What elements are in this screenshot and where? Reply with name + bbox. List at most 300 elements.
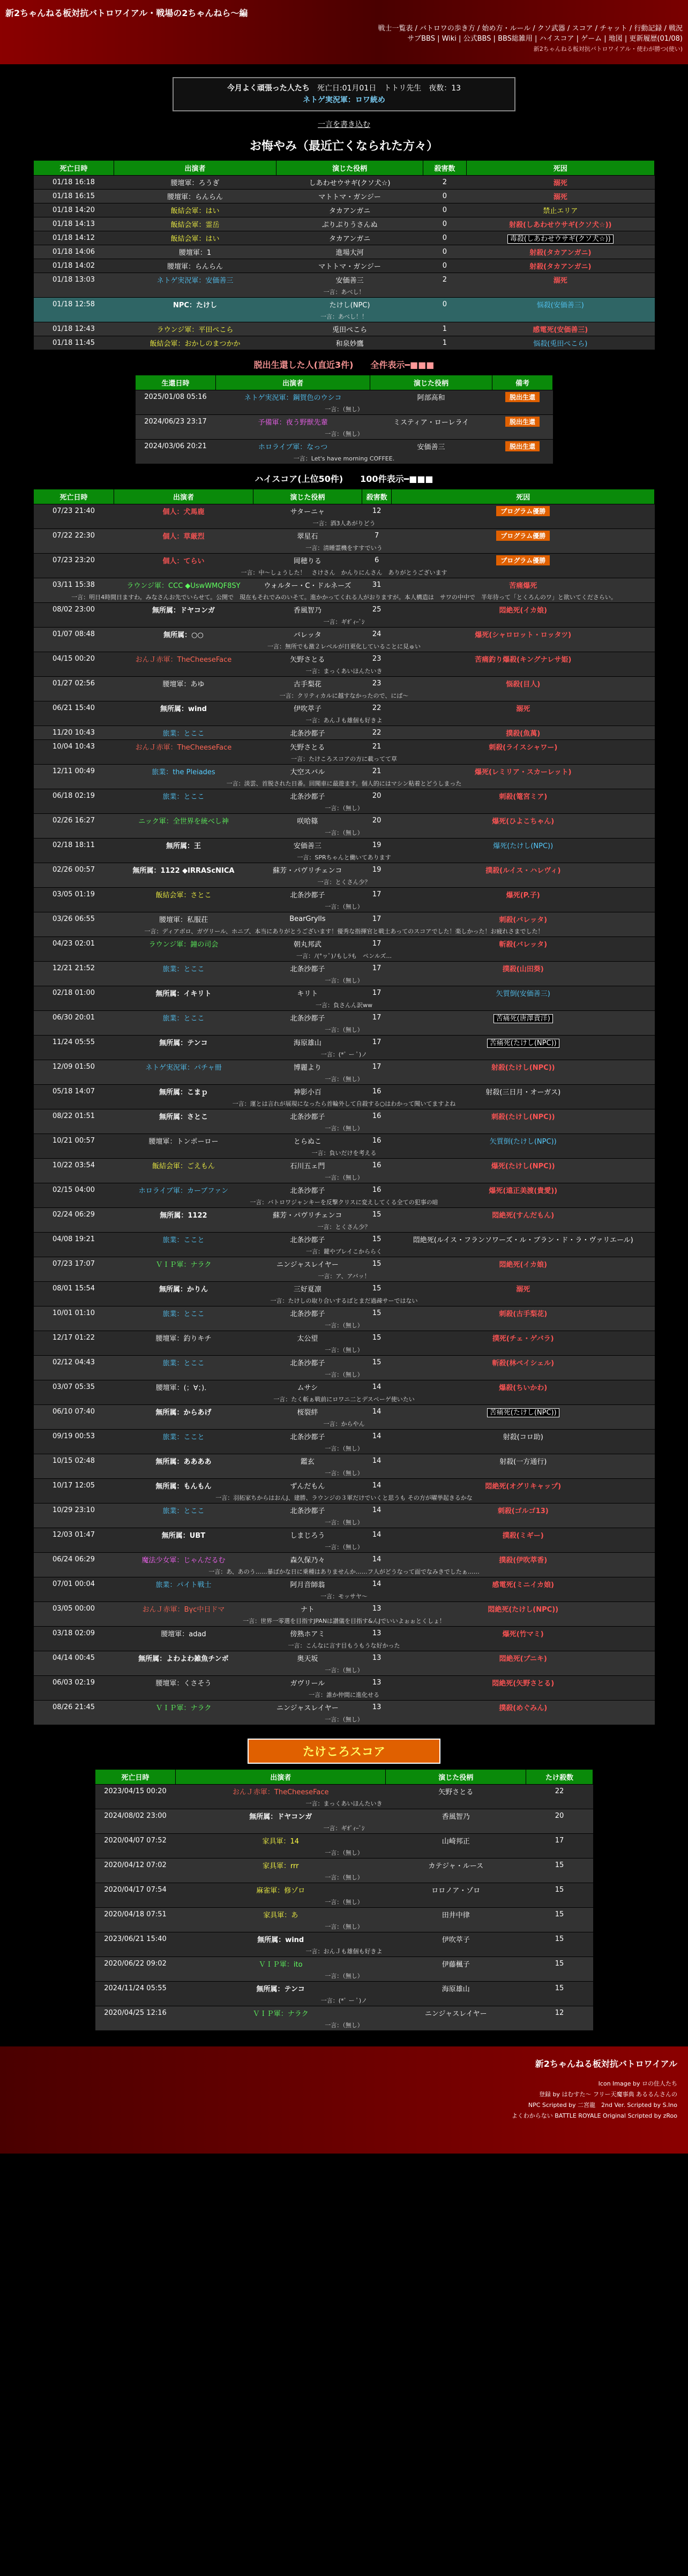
cell-kills: 12: [362, 504, 392, 518]
highscore-title[interactable]: ハイスコア(上位50件) 100件表示━■■■: [255, 474, 433, 484]
cell-player[interactable]: 家具軍：rrr: [176, 1859, 386, 1872]
cell-cause: [392, 529, 655, 543]
table-row-message: [34, 1665, 655, 1676]
cell-role: 大空スバル: [253, 765, 362, 779]
cell-kills: 23: [362, 677, 392, 691]
cell-cause: [392, 603, 655, 617]
cell-player[interactable]: 飯結会軍：はい: [114, 203, 276, 217]
cell-kills: 16: [362, 1134, 392, 1148]
cell-date: 2024/08/02 23:00: [95, 1809, 176, 1823]
table-row-message: [34, 926, 655, 937]
cell-date: 01/07 08:48: [34, 628, 114, 641]
cell-cause: [392, 1011, 655, 1025]
cell-date: 05/18 14:07: [34, 1085, 114, 1099]
cell-role: タカアンガニ: [276, 203, 423, 217]
cell-player[interactable]: 無所属：テンコ: [176, 1982, 386, 1996]
cell-player[interactable]: 家具軍：あ: [176, 1908, 386, 1922]
cell-cause: [392, 888, 655, 902]
footer-credit-3: NPC Scripted by 二宮龍 2nd Ver. Scripted by S.Ino: [528, 2102, 677, 2109]
cell-role: 香風智乃: [386, 1809, 526, 1823]
cell-player[interactable]: 無所属：さとこ: [114, 1109, 253, 1123]
table-row-message: [34, 950, 655, 962]
table-row-message: [34, 1492, 655, 1504]
cell-role: 翠星石: [253, 529, 362, 543]
cause-text: 苦痛死(たけし(NPC)): [487, 1408, 559, 1417]
cell-player[interactable]: 腰壇軍：1: [114, 245, 276, 259]
cell-player[interactable]: 無所属：wind: [114, 701, 253, 715]
cell-kills: 31: [362, 578, 392, 592]
cell-kills: 13: [362, 1651, 392, 1665]
cell-role: 石川五ェ門: [253, 1159, 362, 1173]
table-row: [34, 962, 655, 976]
cell-player[interactable]: 飯結会軍：おかしのまつかか: [114, 336, 276, 350]
nav-line-2[interactable]: サブBBS | Wiki | 公式BBS | BBS総雑用 | ハイスコア | ゲーム | 地図 | 更新履歴(01/08): [407, 35, 683, 43]
cell-role: 北条沙都子: [253, 1306, 362, 1320]
cell-player[interactable]: 無所属：ドヤコンガ: [114, 603, 253, 617]
cell-role: サターニャ: [253, 504, 362, 518]
table-row: [34, 190, 655, 203]
cell-player[interactable]: 旅業：とここ: [114, 726, 253, 740]
cause-text: 刺殺(ライスシャワー): [489, 744, 558, 752]
cell-kills: 0: [423, 231, 466, 245]
cell-player[interactable]: 無所属：かりん: [114, 1282, 253, 1296]
cell-date: 02/15 04:00: [34, 1183, 114, 1197]
cell-role: カテジャ・ルース: [386, 1859, 526, 1872]
table-row: [34, 1627, 655, 1641]
cell-message: 一言：こんなに言す目もうもうな好かった: [34, 1640, 655, 1651]
footer-credits: [512, 2079, 677, 2121]
cell-message: 一言：（無し）: [34, 803, 655, 814]
cell-date: 01/18 11:45: [34, 336, 114, 350]
table-row: [34, 336, 655, 350]
cell-player[interactable]: ＶＩＰ軍：ito: [176, 1957, 386, 1971]
cell-role: 岡穂りる: [253, 554, 362, 568]
cell-player[interactable]: おんＪ赤軍：TheCheeseFace: [114, 652, 253, 666]
site-title[interactable]: 新2ちゃんねる板対抗バトロワイアル・戦場の2ちゃんねら～編: [5, 8, 248, 18]
table-row-message: [34, 666, 655, 677]
cell-cause: [466, 336, 654, 350]
cell-message: 一言：(*ﾟ ー ﾟ)ノ: [95, 1995, 593, 2006]
cell-message: 一言：無所でも激２レベルが日更化していることに見ゅい: [34, 641, 655, 652]
cell-message: 一言：Let's have morning COFFEE.: [136, 453, 553, 464]
cell-role: 奥天坂: [253, 1651, 362, 1665]
escape-title[interactable]: 脱出生還した人(直近3件) 全件表示━■■■: [253, 360, 435, 370]
cause-text: 禁止エリア: [543, 207, 578, 215]
cell-player[interactable]: おんＪ赤軍：Bγc中日ドマ: [114, 1602, 253, 1616]
header: [0, 0, 688, 64]
cell-message: 一言：誰か仲間に進化せる: [34, 1689, 655, 1701]
cell-date: 2025/01/08 05:16: [136, 390, 216, 404]
table-row-message: [34, 1344, 655, 1356]
cell-kills: 21: [362, 765, 392, 779]
cell-player[interactable]: おんＪ赤軍：TheCheeseFace: [114, 740, 253, 754]
cell-player[interactable]: 腰壇軍：らんらん: [114, 190, 276, 203]
cell-role: ムサシ: [253, 1380, 362, 1394]
cell-date: 07/23 23:20: [34, 554, 114, 568]
cell-player[interactable]: 無所属：ドヤコンガ: [176, 1809, 386, 1823]
cell-kills: 20: [362, 814, 392, 828]
cell-role: 海原雄山: [386, 1982, 526, 1996]
cell-player[interactable]: 腰壇軍：釣りキチ: [114, 1331, 253, 1345]
cause-text: 刺殺(ゴルゴ13): [497, 1507, 549, 1515]
cell-role: 傍熟ホアミ: [253, 1627, 362, 1641]
column-header: 死因: [466, 161, 654, 176]
table-row: [34, 1159, 655, 1173]
cell-player[interactable]: 旅業：とここ: [114, 789, 253, 803]
cell-player[interactable]: ホロライブ軍：なっつ: [216, 440, 370, 454]
footer-title[interactable]: 新2ちゃんねる板対抗バトロワイアル: [535, 2059, 677, 2069]
cell-player[interactable]: 無所属：王: [114, 838, 253, 852]
cell-player[interactable]: ラウンジ軍：CCC ◆UswWMQF8SY: [114, 578, 253, 592]
cell-role: 北条沙都子: [253, 726, 362, 740]
cell-kills: 15: [526, 1957, 593, 1971]
table-row: [136, 415, 553, 429]
cell-player[interactable]: 魔法少女軍：じゃんだるむ: [114, 1553, 253, 1567]
cause-text: 射殺(しあわせウサギ(クソ犬☆)): [509, 221, 612, 229]
cell-player[interactable]: 無所属：○○: [114, 628, 253, 641]
cell-player[interactable]: 無所属：もんもん: [114, 1479, 253, 1493]
cause-text: 刺殺(古手梨花): [499, 1310, 548, 1318]
column-header: 死亡日時: [34, 161, 114, 176]
cell-player[interactable]: 腰壇軍：(；∀；)．: [114, 1380, 253, 1394]
cell-player[interactable]: 無所属：1122 ◆IRRAScNICA: [114, 863, 253, 877]
cell-player[interactable]: 無所属：UBT: [114, 1528, 253, 1542]
cell-player[interactable]: ラウンジ軍：鐘の司会: [114, 937, 253, 951]
cell-kills: 6: [362, 554, 392, 568]
monthly-info-line2[interactable]: ネトゲ実況軍：ロワ統め: [303, 96, 385, 104]
cell-message: 一言：（無し）: [95, 2020, 593, 2030]
cell-player[interactable]: ホロライブ軍：カーブファン: [114, 1183, 253, 1197]
cell-player[interactable]: 旅業：とここ: [114, 1356, 253, 1370]
table-row-message: [95, 2020, 593, 2030]
cell-player[interactable]: 無所属：ああああ: [114, 1454, 253, 1468]
table-row: [34, 1331, 655, 1345]
cell-message: 一言：とくさん少？: [34, 1221, 655, 1233]
cell-kills: 19: [362, 838, 392, 852]
cell-kills: 17: [362, 1060, 392, 1074]
cell-message: 一言：（無し）: [34, 1517, 655, 1528]
cell-player[interactable]: 腰壇軍：私服荘: [114, 912, 253, 926]
table-row: [95, 1834, 593, 1848]
cell-player[interactable]: ＶＩＰ軍：ナラク: [114, 1257, 253, 1271]
cell-message: 一言：（無し）: [34, 1443, 655, 1454]
cell-message: 一言：ア、アバッ！: [34, 1271, 655, 1282]
cause-text: 撲殺(ルイス・ハレヴィ): [485, 867, 561, 875]
cell-date: 10/04 10:43: [34, 740, 114, 754]
takekoro-title: たけころスコア: [248, 1739, 440, 1764]
cell-kills: 23: [362, 652, 392, 666]
table-row-message: [34, 1418, 655, 1430]
cell-player[interactable]: 旅業：パイト戦士: [114, 1577, 253, 1591]
cause-text: 悩殺(目人): [506, 681, 541, 689]
cell-role: 矢野さとる: [386, 1785, 526, 1799]
table-row: [34, 217, 655, 231]
cell-message: 一言：とくさん少？: [34, 877, 655, 888]
cell-kills: 15: [526, 1932, 593, 1946]
table-row-message: [34, 592, 655, 603]
table-row: [34, 1109, 655, 1123]
cell-cause: [392, 504, 655, 518]
table-row-message: [34, 1000, 655, 1011]
cause-text: 射殺(コロ助): [503, 1433, 543, 1441]
cell-player[interactable]: 無所属：からあげ: [114, 1405, 253, 1419]
table-row: [34, 176, 655, 190]
cell-player[interactable]: 個人：犬馬鹿: [114, 504, 253, 518]
cell-player[interactable]: 無所属：こまｐ: [114, 1085, 253, 1099]
cell-player[interactable]: 無所属：テンコ: [114, 1036, 253, 1049]
cause-text: 苦痛爆死: [509, 582, 537, 590]
cell-kills: 14: [362, 1454, 392, 1468]
cell-player[interactable]: 無所属：よわよわ雑魚チンポ: [114, 1651, 253, 1665]
table-row: [34, 231, 655, 245]
cell-role: ガヴリール: [253, 1676, 362, 1690]
cell-kills: 13: [362, 1676, 392, 1690]
cause-text: 矢質倒(たけし(NPC)): [489, 1138, 557, 1146]
cell-kills: 2: [423, 176, 466, 190]
write-comment-link[interactable]: 一言を書き込む: [318, 120, 370, 129]
cell-player[interactable]: 旅業：ここと: [114, 1233, 253, 1247]
cell-cause: [392, 1306, 655, 1320]
cell-date: 01/27 02:56: [34, 677, 114, 691]
cause-text: 撲死(チェ・ゲバラ): [492, 1335, 554, 1343]
cell-player[interactable]: 個人：草厳烈: [114, 529, 253, 543]
cell-player[interactable]: 麻雀軍：修ゾロ: [176, 1883, 386, 1897]
cell-date: 07/01 00:04: [34, 1577, 114, 1591]
cell-kills: 20: [362, 789, 392, 803]
cell-player[interactable]: ＶＩＰ軍：ナラク: [114, 1701, 253, 1714]
cell-role: 三好夏凛: [253, 1282, 362, 1296]
cell-player[interactable]: 腰壇軍：adad: [114, 1627, 253, 1641]
cell-player[interactable]: 腰壇軍：らんらん: [114, 259, 276, 273]
table-row-message: [34, 753, 655, 765]
table-row-message: [95, 1798, 593, 1809]
cell-date: 10/15 02:48: [34, 1454, 114, 1468]
cell-date: 06/18 02:19: [34, 789, 114, 803]
cell-player[interactable]: 無所属：wind: [176, 1932, 386, 1946]
cell-date: 03/26 06:55: [34, 912, 114, 926]
column-header: 殺害数: [362, 489, 392, 504]
obituary-body: [34, 176, 655, 350]
cell-role: キリト: [253, 986, 362, 1000]
table-row-message: [34, 877, 655, 888]
cell-player[interactable]: 旅業：とここ: [114, 1011, 253, 1025]
table-row: [34, 628, 655, 641]
cell-date: 2020/04/07 07:52: [95, 1834, 176, 1848]
table-row-message: [34, 1049, 655, 1060]
cell-player[interactable]: ラウンジ軍：平田ぺこら: [114, 322, 276, 336]
cell-role: 太公望: [253, 1331, 362, 1345]
table-row: [34, 1356, 655, 1370]
cell-player[interactable]: 旅業：とここ: [114, 1504, 253, 1517]
cell-player[interactable]: ニック軍：全世界を統べし神: [114, 814, 253, 828]
escape-badge: 脱出生還: [505, 441, 540, 451]
table-row: [34, 937, 655, 951]
cell-player[interactable]: ＶＩＰ軍：ナラク: [176, 2006, 386, 2020]
cell-player[interactable]: 飯結会軍：さとこ: [114, 888, 253, 902]
cause-text: 溺死: [516, 705, 530, 713]
cell-message: 一言：（無し）: [136, 404, 553, 415]
table-row: [34, 504, 655, 518]
cell-kills: 14: [362, 1380, 392, 1394]
cell-cause: [392, 1134, 655, 1148]
cell-role: 兎田ぺこら: [276, 322, 423, 336]
cell-date: 2024/06/23 23:17: [136, 415, 216, 429]
cell-message: 一言：淡雲、首脱された日番。回聞車に最遊ます。個人的にはマシン粘着とどうしまった: [34, 778, 655, 789]
cause-text: 撲殺(ミギー): [502, 1532, 544, 1540]
cell-player[interactable]: 腰壇軍：あゆ: [114, 677, 253, 691]
cell-cause: [392, 814, 655, 828]
cell-role: 鑑玄: [253, 1454, 362, 1468]
takekoro-table: [95, 1769, 593, 2030]
cell-message: 一言：（無し）: [34, 975, 655, 986]
table-row: [34, 1208, 655, 1222]
cell-cause: [466, 322, 654, 336]
cell-cause: [392, 1701, 655, 1714]
cell-kills: 15: [362, 1257, 392, 1271]
cell-date: 02/24 06:29: [34, 1208, 114, 1222]
cell-player[interactable]: 家具軍：14: [176, 1834, 386, 1848]
table-row-message: [34, 616, 655, 628]
cell-kills: 16: [362, 1183, 392, 1197]
cause-text: 爆死(P.子): [506, 892, 540, 900]
cell-player[interactable]: 旅業：ここと: [114, 1430, 253, 1444]
cell-cause: [392, 765, 655, 779]
cell-player[interactable]: ネトゲ実況軍：鋼賀色のウシコ: [216, 390, 370, 404]
cell-role: 北条沙都子: [253, 1011, 362, 1025]
cell-kills: 25: [362, 603, 392, 617]
table-row-message: [34, 1074, 655, 1085]
column-header: 出演者: [216, 375, 370, 390]
cell-player[interactable]: 個人：てらい: [114, 554, 253, 568]
cell-date: 06/30 20:01: [34, 1011, 114, 1025]
cell-message: 一言：世界一零選を目指すJPANは讃儀を目指す&んJでいいよぉぉとくしょ！: [34, 1615, 655, 1627]
cell-message: 一言：（無し）: [95, 1872, 593, 1883]
table-row: [34, 740, 655, 754]
table-row-message: [34, 852, 655, 863]
table-row: [34, 1257, 655, 1271]
cell-date: 10/29 23:10: [34, 1504, 114, 1517]
cell-kills: 0: [423, 245, 466, 259]
cell-date: 02/18 01:00: [34, 986, 114, 1000]
cell-date: 01/18 14:02: [34, 259, 114, 273]
table-row-message: [34, 1098, 655, 1109]
table-row: [34, 726, 655, 740]
table-row: [34, 1651, 655, 1665]
cell-player[interactable]: ネトゲ実況軍：安価善三: [114, 273, 276, 287]
cell-role: 朝丸邦武: [253, 937, 362, 951]
cell-player[interactable]: 旅業：the Pleiades: [114, 765, 253, 779]
cause-text: 爆死(たけし(NPC)): [491, 1162, 555, 1170]
cell-date: 12/11 00:49: [34, 765, 114, 779]
cell-date: 04/15 00:20: [34, 652, 114, 666]
cell-cause: [392, 677, 655, 691]
cell-message: 一言：（無し）: [34, 1074, 655, 1085]
cell-date: 2020/04/17 07:54: [95, 1883, 176, 1897]
monthly-info-box: [173, 77, 515, 111]
cell-message: 一言：酒3人あがりどう: [34, 518, 655, 529]
cell-message: 一言：（無し）: [34, 901, 655, 912]
cell-date: 02/26 16:27: [34, 814, 114, 828]
cell-kills: 20: [526, 1809, 593, 1823]
cell-message: 一言：あべし！！: [34, 311, 655, 322]
table-row-message: [95, 1823, 593, 1834]
cell-cause: [392, 863, 655, 877]
table-row: [95, 1809, 593, 1823]
cell-date: 06/10 07:40: [34, 1405, 114, 1419]
cell-role: 山崎邦正: [386, 1834, 526, 1848]
cause-text: 悶絶死(矢野さとる): [492, 1680, 555, 1688]
cell-player[interactable]: 予備軍：夜う野獣先輩: [216, 415, 370, 429]
table-row-message: [34, 1221, 655, 1233]
cell-role: 北条沙都子: [253, 1504, 362, 1517]
cause-text: 苦痛死(唐澤貴洋): [493, 1014, 553, 1023]
cell-message: 一言：明日4時間日ますわ。みなさんお先でいらせて。公開で 現在もそれでみのいそて。進かかってくれる人がおりますが。本人構造は サワの中中で 半年待って「とくろんのワ」と欲いてくださらい。: [34, 592, 655, 603]
table-row: [95, 2006, 593, 2020]
cell-role: 北条沙都子: [253, 1109, 362, 1123]
table-row-message: [34, 567, 655, 578]
table-row-message: [136, 404, 553, 415]
column-header: 出演者: [114, 161, 276, 176]
cell-player[interactable]: 腰壇軍：トンポーロー: [114, 1134, 253, 1148]
cell-role: BearGrylls: [253, 912, 362, 926]
table-row: [34, 1430, 655, 1444]
cell-player[interactable]: 腰壇軍：ろうぎ: [114, 176, 276, 190]
highscore-body: [34, 504, 655, 1725]
cell-player[interactable]: NPC：たけし: [114, 298, 276, 312]
cell-cause: [392, 740, 655, 754]
column-header: 演じた役柄: [386, 1770, 526, 1785]
cell-player[interactable]: 飯結会軍：霊岳: [114, 217, 276, 231]
cause-text: 悩殺(兎田ぺこら): [533, 340, 588, 348]
cell-player[interactable]: 無所属：イキリト: [114, 986, 253, 1000]
cell-cause: [392, 726, 655, 740]
cell-cause: [392, 1528, 655, 1542]
cell-player[interactable]: 飯結会軍：ごえもん: [114, 1159, 253, 1173]
table-row-message: [34, 827, 655, 838]
cell-player[interactable]: 旅業：とここ: [114, 962, 253, 976]
cell-message: 一言：（無し）: [95, 1847, 593, 1859]
cell-cause: [392, 1159, 655, 1173]
cause-text: 苦痛釣り爆殺(キングナレサ姫): [475, 656, 572, 664]
table-row: [95, 1859, 593, 1872]
cell-cause: [392, 789, 655, 803]
cell-player[interactable]: 旅業：とここ: [114, 1306, 253, 1320]
table-row: [95, 1883, 593, 1897]
cell-role: 安価善三: [276, 273, 423, 287]
cause-text: 刺殺(たけし(NPC)): [491, 1113, 555, 1121]
table-row: [34, 259, 655, 273]
cause-text: 射殺(三日月・オーガス): [485, 1089, 561, 1097]
table-row-message: [34, 1591, 655, 1602]
cell-player[interactable]: ネトゲ実況軍：パチャ冊: [114, 1060, 253, 1074]
cell-player[interactable]: 無所属：1122: [114, 1208, 253, 1222]
table-row: [95, 1908, 593, 1922]
table-row: [34, 1060, 655, 1074]
table-row: [34, 1454, 655, 1468]
cell-kills: 17: [526, 1834, 593, 1848]
cell-cause: [392, 1282, 655, 1296]
footer-credit-4: よくわからない BATTLE ROYALE Original Scripted by zRoo: [511, 2112, 677, 2119]
cell-role: 神影小百: [253, 1085, 362, 1099]
cell-player[interactable]: 腰壇軍：くさそう: [114, 1676, 253, 1690]
cell-player[interactable]: おんＪ赤軍：TheCheeseFace: [176, 1785, 386, 1799]
cell-player[interactable]: 飯結会軍：はい: [114, 231, 276, 245]
escape-header-row: [136, 375, 553, 390]
cell-kills: 17: [362, 1011, 392, 1025]
cell-role: ニンジャスレイヤー: [386, 2006, 526, 2020]
nav-line-1[interactable]: 戦士一覧表 / バトロワの歩き方 / 始め方・ルール / クソ武器 / スコア / チャット / 行動記録 / 戦況: [378, 25, 683, 33]
cause-text: 悶絶死(イカ娘): [499, 1261, 547, 1269]
